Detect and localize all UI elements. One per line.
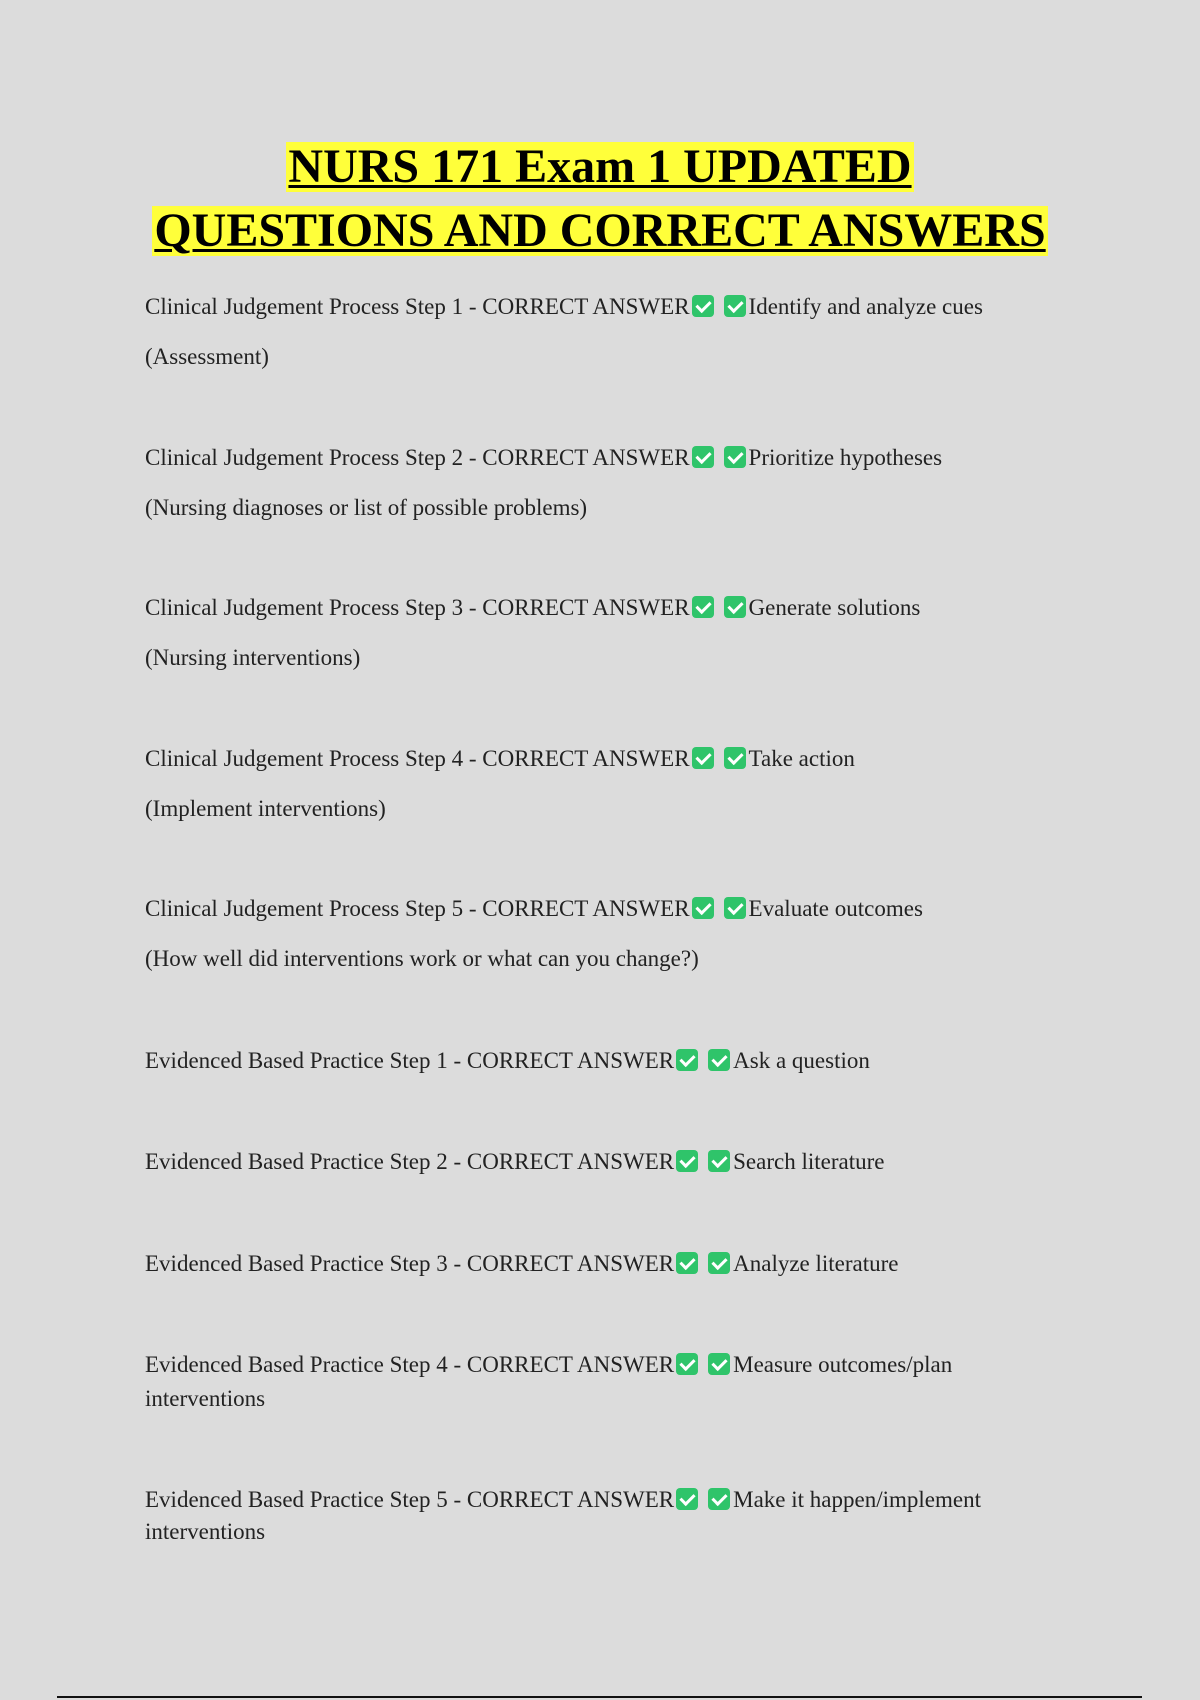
green-check-icon [708, 1488, 730, 1510]
green-check-icon [724, 596, 746, 618]
qa-item [145, 1046, 1055, 1076]
green-check-icon [676, 1488, 698, 1510]
green-check-icon [692, 446, 714, 468]
green-check-icon [692, 897, 714, 919]
answer-text: Analyze literature [733, 1251, 899, 1276]
document-title [0, 142, 1200, 270]
question-text: Evidenced Based Practice Step 5 - CORRECT ANSWER [145, 1487, 675, 1512]
question-text: Clinical Judgement Process Step 1 - CORRECT ANSWER [145, 294, 690, 319]
green-check-icon [676, 1353, 698, 1375]
answer-text: Make it happen/implement [733, 1487, 981, 1512]
answer-continuation: interventions [145, 1519, 266, 1544]
answer-continuation: (Nursing interventions) [145, 645, 361, 670]
green-check-icon [708, 1252, 730, 1274]
question-text: Clinical Judgement Process Step 4 - CORRECT ANSWER [145, 746, 690, 771]
green-check-icon [708, 1353, 730, 1375]
green-check-icon [724, 446, 746, 468]
answer-text: Generate solutions [748, 595, 921, 620]
question-text: Evidenced Based Practice Step 1 - CORRECT ANSWER [145, 1048, 675, 1073]
answer-continuation: interventions [145, 1386, 266, 1411]
green-check-icon [708, 1150, 730, 1172]
footer-divider [57, 1696, 1142, 1698]
question-text: Evidenced Based Practice Step 2 - CORRECT ANSWER [145, 1149, 675, 1174]
green-check-icon [724, 295, 746, 317]
answer-text: Take action [748, 746, 855, 771]
answer-text: Ask a question [733, 1048, 870, 1073]
question-text: Clinical Judgement Process Step 3 - CORRECT ANSWER [145, 595, 690, 620]
answer-text: Evaluate outcomes [748, 896, 923, 921]
question-text: Evidenced Based Practice Step 3 - CORRECT ANSWER [145, 1251, 675, 1276]
green-check-icon [676, 1252, 698, 1274]
answer-continuation: (Nursing diagnoses or list of possible problems) [145, 495, 588, 520]
qa-item [145, 1147, 1055, 1177]
answer-text: Measure outcomes/plan [733, 1352, 953, 1377]
answer-continuation: (Assessment) [145, 344, 269, 369]
green-check-icon [692, 747, 714, 769]
green-check-icon [692, 596, 714, 618]
green-check-icon [676, 1150, 698, 1172]
question-text: Clinical Judgement Process Step 5 - CORRECT ANSWER [145, 896, 690, 921]
qa-item [145, 1249, 1055, 1279]
qa-item [145, 1485, 1055, 1547]
answer-text: Prioritize hypotheses [748, 445, 943, 470]
answer-text: Search literature [733, 1149, 885, 1174]
title-line-2: QUESTIONS AND CORRECT ANSWERS [154, 204, 1046, 257]
green-check-icon [724, 747, 746, 769]
question-text: Clinical Judgement Process Step 2 - CORRECT ANSWER [145, 445, 690, 470]
green-check-icon [724, 897, 746, 919]
qa-item [145, 744, 1055, 824]
qa-item [145, 292, 1055, 372]
qa-item [145, 894, 1055, 974]
qa-item [145, 1350, 1055, 1414]
green-check-icon [708, 1049, 730, 1071]
green-check-icon [676, 1049, 698, 1071]
qa-item [145, 593, 1055, 673]
answer-continuation: (How well did interventions work or what can you change?) [145, 946, 699, 971]
green-check-icon [692, 295, 714, 317]
answer-text: Identify and analyze cues [748, 294, 983, 319]
answer-continuation: (Implement interventions) [145, 796, 386, 821]
title-line-1: NURS 171 Exam 1 UPDATED [288, 140, 912, 193]
question-text: Evidenced Based Practice Step 4 - CORRECT ANSWER [145, 1352, 675, 1377]
qa-item [145, 443, 1055, 523]
